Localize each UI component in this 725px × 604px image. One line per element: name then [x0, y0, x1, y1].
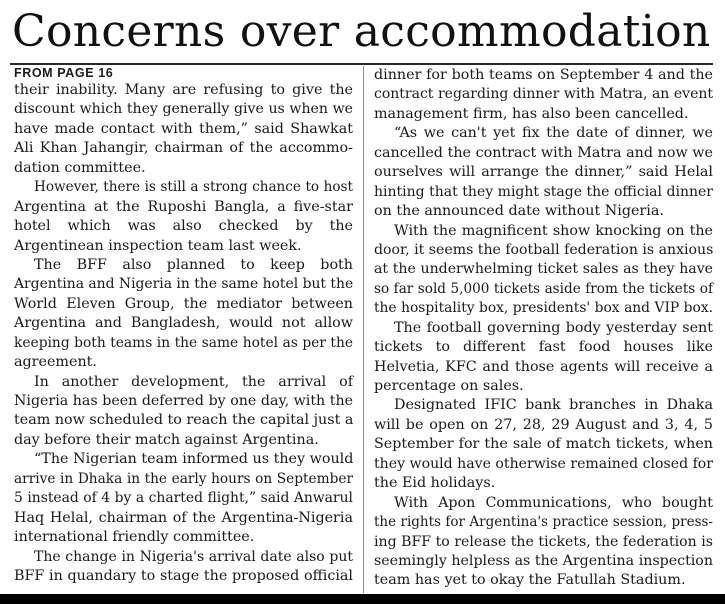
- text-line: the Eid holidays.: [374, 475, 496, 492]
- text-line: the hospitality box, presidents' box and VIP box.: [374, 300, 713, 317]
- text-line: dation committee.: [14, 159, 146, 176]
- text-line: management firm, has also been cancelled.: [374, 105, 689, 122]
- text-line: tickets to different fast food houses like: [374, 339, 713, 356]
- text-line: they would have otherwise remained closed for: [374, 455, 714, 472]
- text-line: The BFF also planned to keep both: [34, 256, 353, 273]
- text-line: contract regarding dinner with Matra, an event: [374, 86, 713, 103]
- continuation-tag: FROM PAGE 16: [14, 66, 114, 80]
- text-line: day before their match against Argentina.: [14, 431, 319, 448]
- text-line: 5 instead of 4 by a charted flight,” said Anwarul: [14, 490, 353, 507]
- text-line: ing BFF to release the tickets, the federation is: [374, 533, 713, 550]
- text-line: ourselves will arrange the dinner,” said Helal: [374, 164, 713, 181]
- text-line: Nigeria has been deferred by one day, with the: [14, 393, 353, 409]
- text-line: “As we can't yet fix the date of dinner, we: [394, 125, 713, 142]
- left-column-text: [14, 81, 353, 586]
- page-edge-bar: [0, 594, 725, 604]
- text-line: hinting that they might stage the official dinner: [374, 183, 713, 200]
- text-line: The change in Nigeria's arrival date also put: [34, 548, 353, 565]
- column-divider: [363, 66, 364, 593]
- text-line: on the announced date without Nigeria.: [374, 203, 664, 220]
- text-line: seemingly helpless as the Argentina inspection: [374, 552, 713, 569]
- text-line: percentage on sales.: [374, 378, 524, 394]
- text-line: However, there is still a strong chance to host: [34, 179, 353, 196]
- text-line: at the underwhelming ticket sales as they have: [374, 261, 713, 278]
- text-line: will be open on 27, 28, 29 August and 3, 4, 5: [374, 416, 713, 433]
- text-line: team has yet to okay the Fatullah Stadium.: [374, 572, 686, 589]
- text-line: The football governing body yesterday sent: [394, 319, 713, 336]
- text-line: so far sold 5,000 tickets aside from the tickets of: [374, 280, 713, 297]
- text-line: Argentina and Nigeria in the same hotel but the: [14, 276, 354, 293]
- text-line: the rights for Argentina's practice session, press-: [374, 514, 713, 531]
- right-column: [374, 66, 713, 591]
- text-line: hotel which was also checked by the: [14, 218, 353, 235]
- text-line: September for the sale of match tickets, when: [374, 436, 713, 453]
- text-line: door, it seems the football federation is anxious: [374, 241, 714, 258]
- text-line: team now scheduled to reach the capital just a: [14, 412, 354, 429]
- text-line: In another development, the arrival of: [34, 373, 353, 390]
- text-line: international friendly committee.: [14, 529, 255, 546]
- text-line: dinner for both teams on September 4 and the: [374, 67, 713, 83]
- text-line: BFF in quandary to stage the proposed official: [14, 567, 353, 584]
- text-line: With Apon Communications, who bought: [394, 494, 713, 511]
- text-line: Ali Khan Jahangir, chairman of the accommo-: [14, 140, 353, 157]
- text-line: arrive in Dhaka in the early hours on September: [14, 470, 353, 487]
- text-line: World Eleven Group, the mediator between: [14, 295, 353, 312]
- text-line: cancelled the contract with Matra and now we: [374, 144, 713, 161]
- text-line: discount which they generally give us when we: [14, 101, 353, 118]
- text-line: Argentinean inspection team last week.: [14, 237, 302, 254]
- text-line: Argentina at the Ruposhi Bangla, a five-star: [14, 198, 353, 215]
- headline-rule: [10, 63, 713, 65]
- text-line: Helvetia, KFC and those agents will receive a: [374, 358, 713, 375]
- text-line: Designated IFIC bank branches in Dhaka: [394, 397, 713, 414]
- text-line: their inability. Many are refusing to give the: [14, 82, 353, 98]
- left-column: [14, 66, 353, 586]
- right-column-text: [374, 66, 713, 591]
- text-line: agreement.: [14, 354, 97, 371]
- text-line: “The Nigerian team informed us they would: [34, 451, 354, 468]
- text-line: Haq Helal, chairman of the Argentina-Nigeria: [14, 509, 353, 526]
- text-line: have made contact with them,” said Shawkat: [14, 120, 353, 137]
- text-line: With the magnificent show knocking on the: [394, 222, 713, 239]
- text-line: Argentina and Bangladesh, would not allow: [14, 315, 353, 332]
- headline: Concerns over accommodation: [12, 6, 711, 57]
- text-line: keeping both teams in the same hotel as per the: [14, 334, 353, 351]
